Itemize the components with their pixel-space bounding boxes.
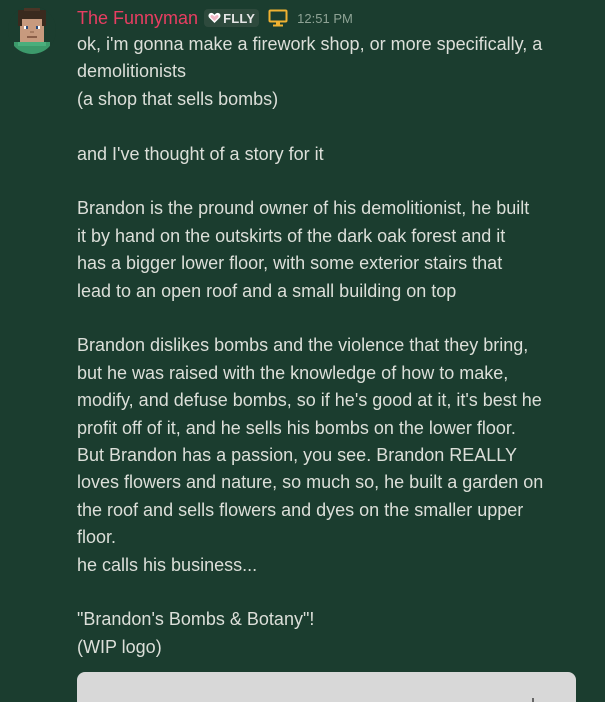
guild-tag-badge[interactable]: [204, 9, 259, 27]
username[interactable]: The Funnyman: [77, 7, 199, 28]
attachment-mark: [532, 698, 534, 702]
message-line: "Brandon's Bombs & Botany"!: [77, 609, 315, 630]
message-line: ok, i'm gonna make a firework shop, or more specifically, a: [77, 34, 543, 54]
message-line: Brandon is the pround owner of his demolitionist, he built: [77, 198, 530, 219]
desktop-monitor-icon: [267, 8, 289, 28]
message-header: [77, 6, 353, 30]
message-timestamp[interactable]: 12:51 PM: [297, 10, 353, 26]
message-line: lead to an open roof and a small building on top: [77, 280, 457, 301]
message-line: the roof and sells flowers and dyes on the smaller upper: [77, 499, 524, 520]
message-line: he calls his business...: [77, 554, 258, 575]
message-line: profit off of it, and he sells his bombs on the lower floor.: [77, 417, 516, 438]
message-line: (a shop that sells bombs): [77, 88, 279, 109]
message-blank-line: [77, 168, 577, 195]
message-line: Brandon dislikes bombs and the violence that they bring,: [77, 335, 529, 356]
message-blank-line: [77, 579, 577, 606]
message-line: floor.: [77, 527, 117, 548]
guild-tag-label: FLLY: [223, 10, 256, 26]
message-line: (WIP logo): [77, 636, 162, 657]
heart-icon: [207, 11, 221, 25]
message-line: it by hand on the outskirts of the dark oak forest and it: [77, 225, 506, 246]
user-avatar[interactable]: [8, 6, 56, 54]
message-line: demolitionists: [77, 61, 187, 82]
minecraft-skin-avatar-icon: [8, 6, 56, 54]
message-line: has a bigger lower floor, with some exterior stairs that: [77, 253, 503, 274]
message-line: but he was raised with the knowledge of how to make,: [77, 362, 509, 383]
message-blank-line: [77, 113, 577, 140]
message-blank-line: [77, 305, 577, 332]
message-line: and I've thought of a story for it: [77, 143, 324, 164]
message-line: loves flowers and nature, so much so, he built a garden on: [77, 472, 544, 493]
message-line: But Brandon has a passion, you see. Brandon REALLY: [77, 445, 517, 466]
image-attachment[interactable]: [77, 672, 576, 702]
message-content: [77, 31, 577, 661]
message-line: modify, and defuse bombs, so if he's good at it, it's best he: [77, 390, 542, 411]
